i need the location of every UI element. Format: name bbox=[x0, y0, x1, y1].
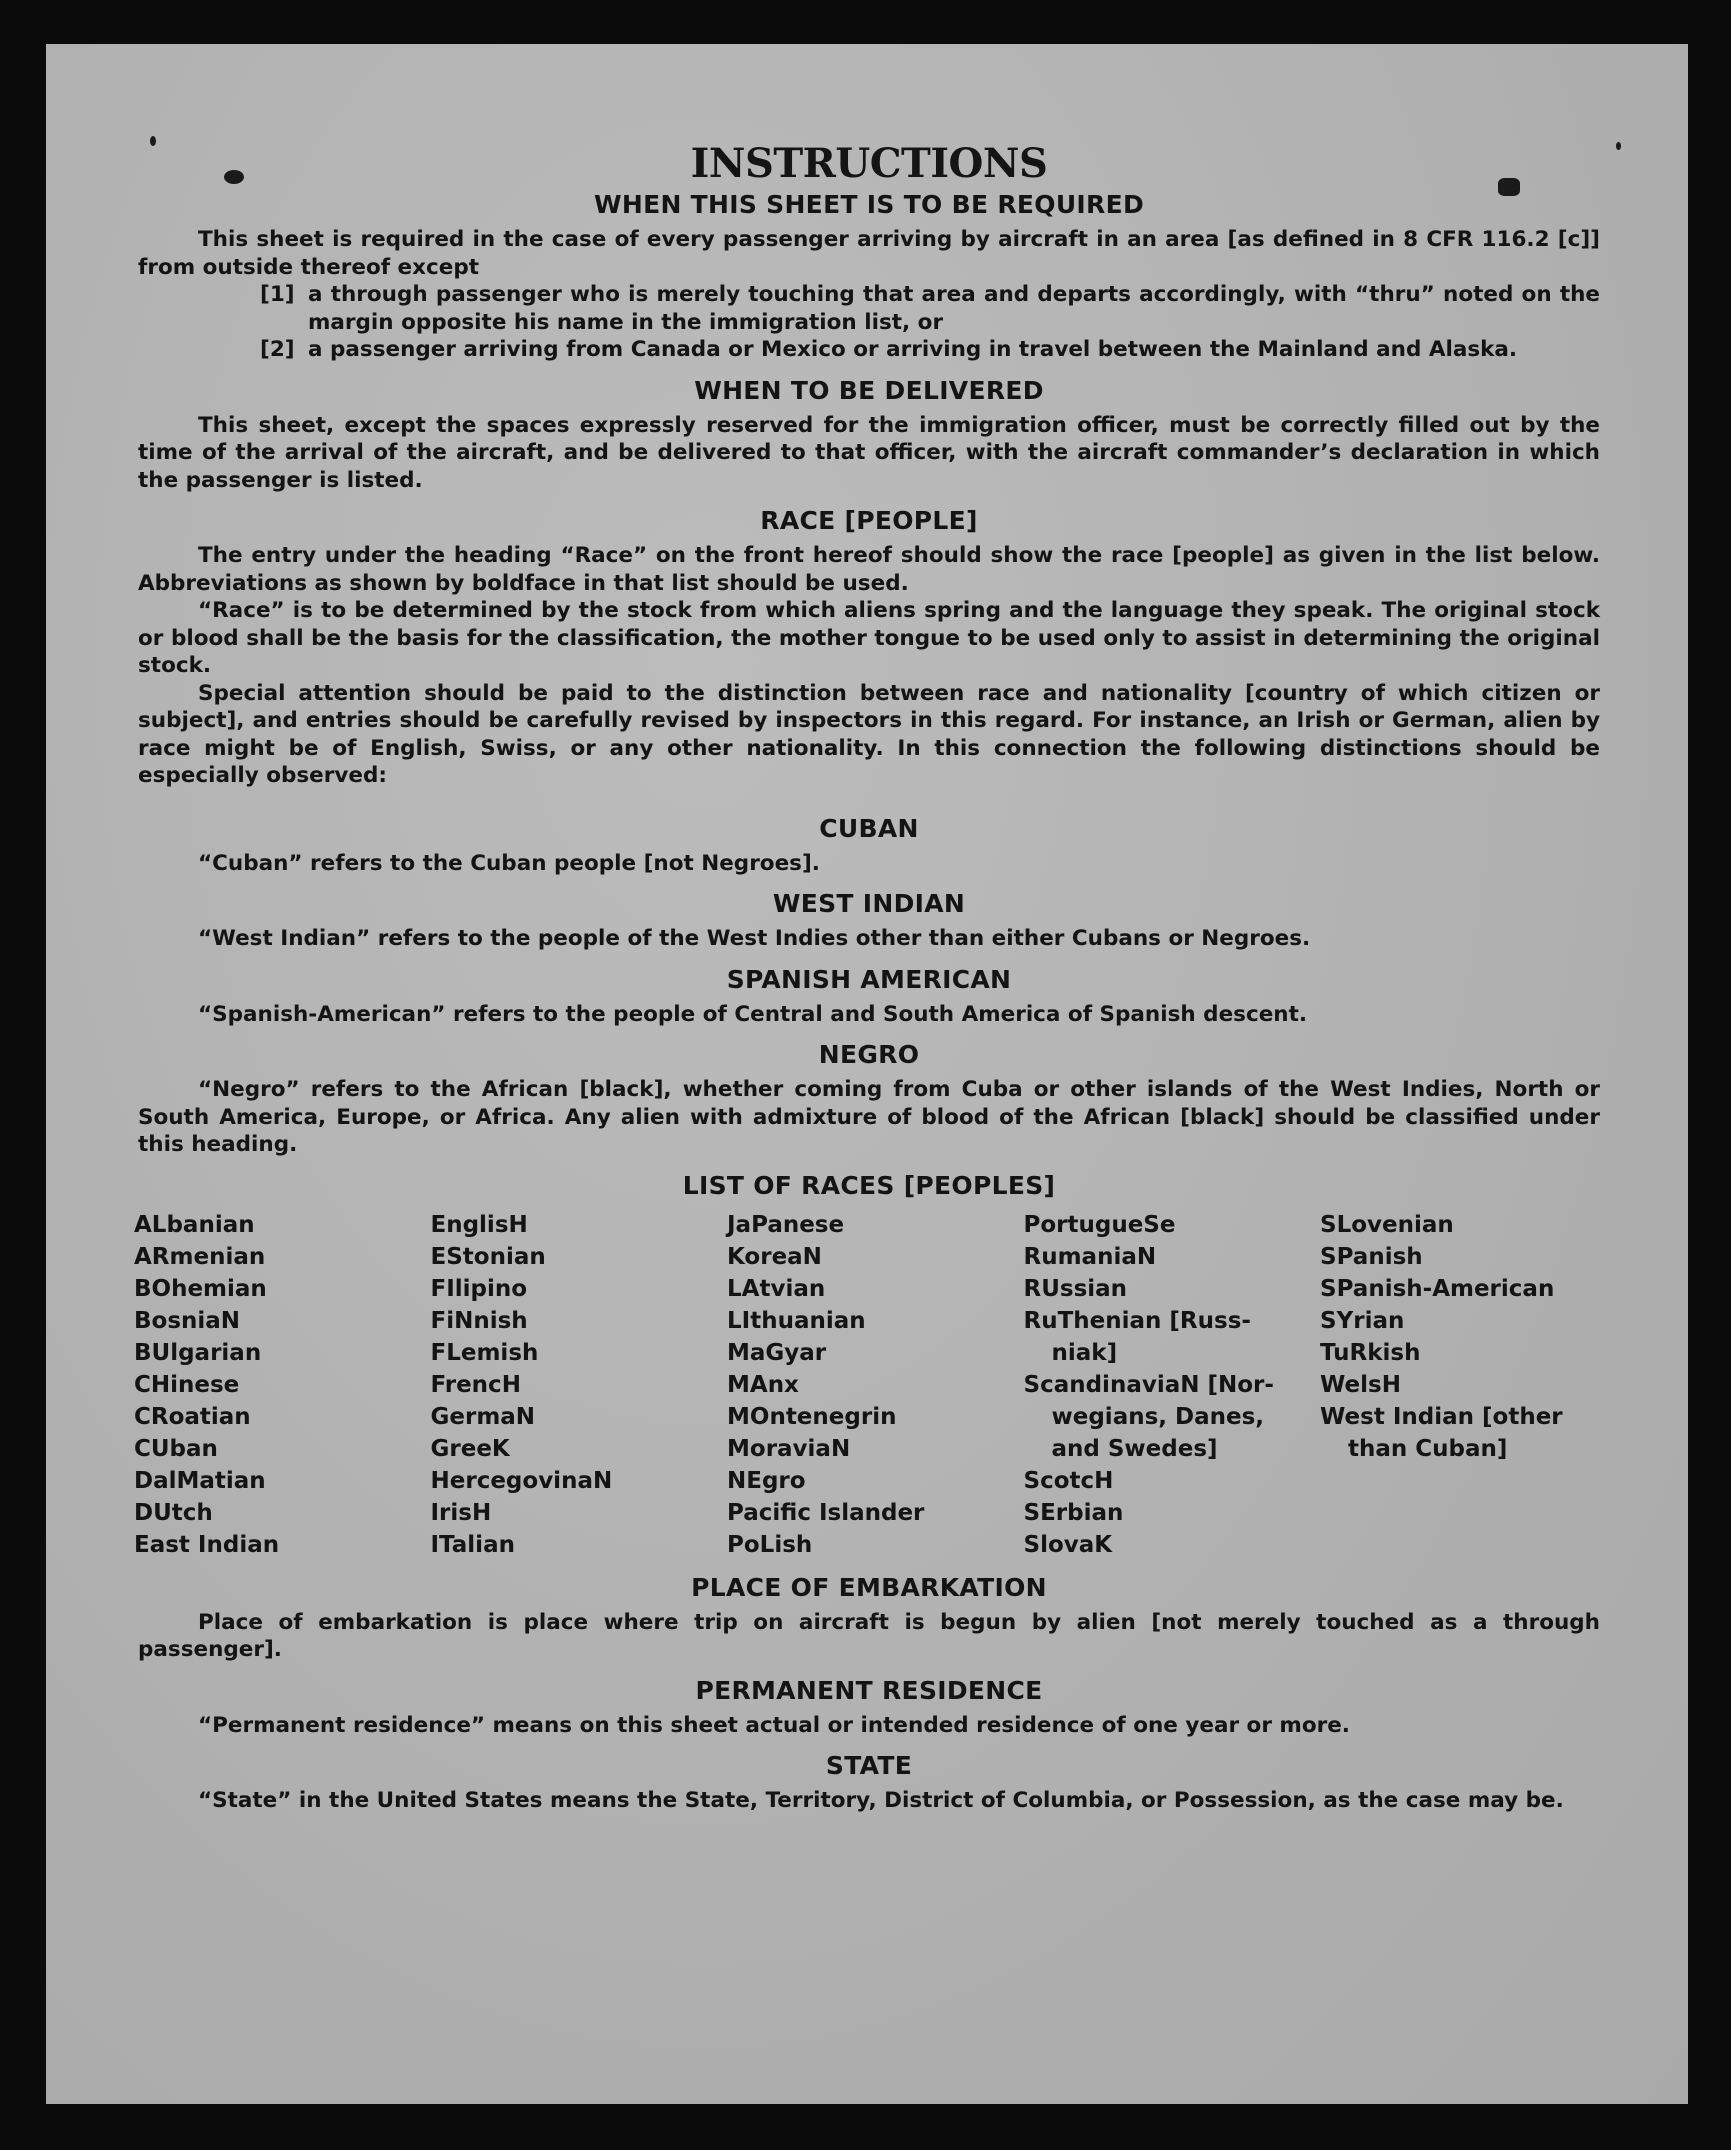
state-text: “State” in the United States means the State, Territory, District of Columbia, or Possession, as the case may be. bbox=[198, 1788, 1564, 1813]
race-item: SlovaK bbox=[1023, 1531, 1113, 1558]
races-column-1 bbox=[134, 1209, 426, 1561]
race-item: WelsH bbox=[1320, 1371, 1401, 1398]
race-item: PoLish bbox=[727, 1531, 813, 1558]
negro-text: “Negro” refers to the African [black], whether coming from Cuba or other islands of the West Indies, North or South America, Europe, or Africa. Any alien with admixture of blood of the African [black] should be classified under this heading. bbox=[138, 1077, 1600, 1157]
heading-cuban: CUBAN bbox=[819, 813, 919, 843]
document-sheet bbox=[46, 44, 1688, 2104]
race-item: MAnx bbox=[727, 1371, 799, 1398]
race-item: RumaniaN bbox=[1023, 1243, 1157, 1270]
race-item: FLemish bbox=[430, 1339, 539, 1366]
race-item: RUssian bbox=[1023, 1275, 1128, 1302]
item-text: a passenger arriving from Canada or Mexico or arriving in travel between the Mainland and Alaska. bbox=[308, 337, 1518, 362]
race-item: EStonian bbox=[430, 1243, 546, 1270]
race-item: IrisH bbox=[430, 1499, 492, 1526]
races-column-5 bbox=[1320, 1209, 1600, 1561]
required-item-2 bbox=[260, 336, 1600, 364]
race-paragraph-2: “Race” is to be determined by the stock from which aliens spring and the language they speak. The original stock or blood shall be the basis for the classification, the mother tongue to be used only to assist in determining the original stock. bbox=[138, 598, 1600, 678]
item-text: a through passenger who is merely touching that area and departs accordingly, with “thru” noted on the margin opposite his name in the immigration list, or bbox=[308, 282, 1600, 335]
heading-permanent-residence: PERMANENT RESIDENCE bbox=[695, 1675, 1043, 1705]
race-item: BUlgarian bbox=[134, 1339, 262, 1366]
race-item: NEgro bbox=[727, 1467, 806, 1494]
races-column-3 bbox=[727, 1209, 1019, 1561]
race-item: SErbian bbox=[1023, 1499, 1124, 1526]
race-item: FIlipino bbox=[430, 1275, 528, 1302]
race-item: niak] bbox=[1051, 1339, 1118, 1366]
heading-spanish-american: SPANISH AMERICAN bbox=[726, 964, 1012, 994]
race-item: than Cuban] bbox=[1348, 1435, 1508, 1462]
heading-list-of-races: LIST OF RACES [PEOPLES] bbox=[682, 1170, 1056, 1200]
race-item: BosniaN bbox=[134, 1307, 241, 1334]
race-item: FiNnish bbox=[430, 1307, 528, 1334]
race-item: ScotcH bbox=[1023, 1467, 1114, 1494]
race-item: LAtvian bbox=[727, 1275, 826, 1302]
race-item: DUtch bbox=[134, 1499, 213, 1526]
page-title: INSTRUCTIONS bbox=[690, 140, 1048, 187]
race-item: ScandinaviaN [Nor- bbox=[1023, 1371, 1274, 1398]
race-item: EnglisH bbox=[430, 1211, 528, 1238]
embarkation-text: Place of embarkation is place where trip on aircraft is begun by alien [not merely touched as a through passenger]. bbox=[138, 1609, 1600, 1662]
races-column-4 bbox=[1024, 1209, 1316, 1561]
race-item: HercegovinaN bbox=[430, 1467, 613, 1494]
race-item: Pacific Islander bbox=[727, 1499, 925, 1526]
race-item: ALbanian bbox=[134, 1211, 255, 1238]
residence-text: “Permanent residence” means on this sheet actual or intended residence of one year or more. bbox=[198, 1712, 1350, 1738]
races-list bbox=[134, 1209, 1600, 1561]
spanish-american-text: “Spanish-American” refers to the people of Central and South America of Spanish descent. bbox=[198, 1001, 1308, 1027]
race-item: BOhemian bbox=[134, 1275, 267, 1302]
race-item: wegians, Danes, bbox=[1051, 1403, 1265, 1430]
race-item: East Indian bbox=[134, 1531, 280, 1558]
race-item: TuRkish bbox=[1320, 1339, 1421, 1366]
heading-when-required: WHEN THIS SHEET IS TO BE REQUIRED bbox=[593, 190, 1145, 219]
race-item: MOntenegrin bbox=[727, 1403, 897, 1430]
heading-west-indian: WEST INDIAN bbox=[772, 889, 966, 918]
race-item: SPanish-American bbox=[1320, 1275, 1555, 1302]
race-item: ITalian bbox=[430, 1531, 515, 1558]
instructions-content bbox=[134, 140, 1600, 1815]
heading-negro: NEGRO bbox=[818, 1040, 920, 1069]
race-item: DalMatian bbox=[134, 1467, 266, 1494]
races-column-2 bbox=[431, 1209, 723, 1561]
race-paragraph-1: The entry under the heading “Race” on the front hereof should show the race [people] as given in the list below. Abbreviations as shown by boldface in that list should be used. bbox=[138, 543, 1600, 596]
heading-state: STATE bbox=[825, 1751, 913, 1780]
item-number: [1] bbox=[260, 282, 295, 307]
heading-race: RACE [PEOPLE] bbox=[760, 506, 978, 535]
race-paragraph-3: Special attention should be paid to the distinction between race and nationality [country of which citizen or subject], and entries should be carefully revised by inspectors in this regard. For instance, an Irish or German, alien by race might be of English, Swiss, or any other nationality. In this connection the following distinctions should be especially observed: bbox=[138, 680, 1600, 788]
scan-speck bbox=[1616, 142, 1621, 150]
race-item: CUban bbox=[134, 1435, 218, 1462]
race-item: ARmenian bbox=[134, 1243, 266, 1270]
west-indian-text: “West Indian” refers to the people of the West Indies other than either Cubans or Negroes. bbox=[198, 926, 1311, 951]
race-item: MaGyar bbox=[727, 1339, 827, 1366]
heading-place-of-embarkation: PLACE OF EMBARKATION bbox=[691, 1572, 1047, 1602]
race-item: West Indian [other bbox=[1320, 1403, 1563, 1430]
required-item-1 bbox=[260, 281, 1600, 336]
race-item: MoraviaN bbox=[727, 1435, 851, 1462]
race-item: KoreaN bbox=[727, 1243, 822, 1270]
race-item: CHinese bbox=[134, 1371, 240, 1398]
race-item: SPanish bbox=[1320, 1243, 1423, 1270]
race-item: GreeK bbox=[430, 1435, 510, 1462]
race-item: and Swedes] bbox=[1051, 1435, 1218, 1462]
delivered-text: This sheet, except the spaces expressly reserved for the immigration officer, must be correctly filled out by the time of the arrival of the aircraft, and be delivered to that officer, with the aircraft commander’s declaration in which the passenger is listed. bbox=[138, 412, 1600, 493]
race-item: GermaN bbox=[430, 1403, 536, 1430]
race-item: PortugueSe bbox=[1023, 1211, 1176, 1238]
required-intro: This sheet is required in the case of every passenger arriving by aircraft in an area [as defined in 8 CFR 116.2 [c]] from outside thereof except bbox=[138, 227, 1600, 280]
race-item: LIthuanian bbox=[727, 1307, 866, 1334]
race-item: CRoatian bbox=[134, 1403, 251, 1430]
race-item: SYrian bbox=[1320, 1307, 1405, 1334]
cuban-text: “Cuban” refers to the Cuban people [not Negroes]. bbox=[198, 850, 820, 876]
race-item: RuThenian [Russ- bbox=[1023, 1307, 1251, 1334]
race-item: SLovenian bbox=[1320, 1211, 1454, 1238]
race-item: FrencH bbox=[430, 1371, 521, 1398]
race-item: JaPanese bbox=[727, 1211, 845, 1238]
heading-when-delivered: WHEN TO BE DELIVERED bbox=[694, 375, 1044, 405]
item-number: [2] bbox=[260, 337, 295, 362]
